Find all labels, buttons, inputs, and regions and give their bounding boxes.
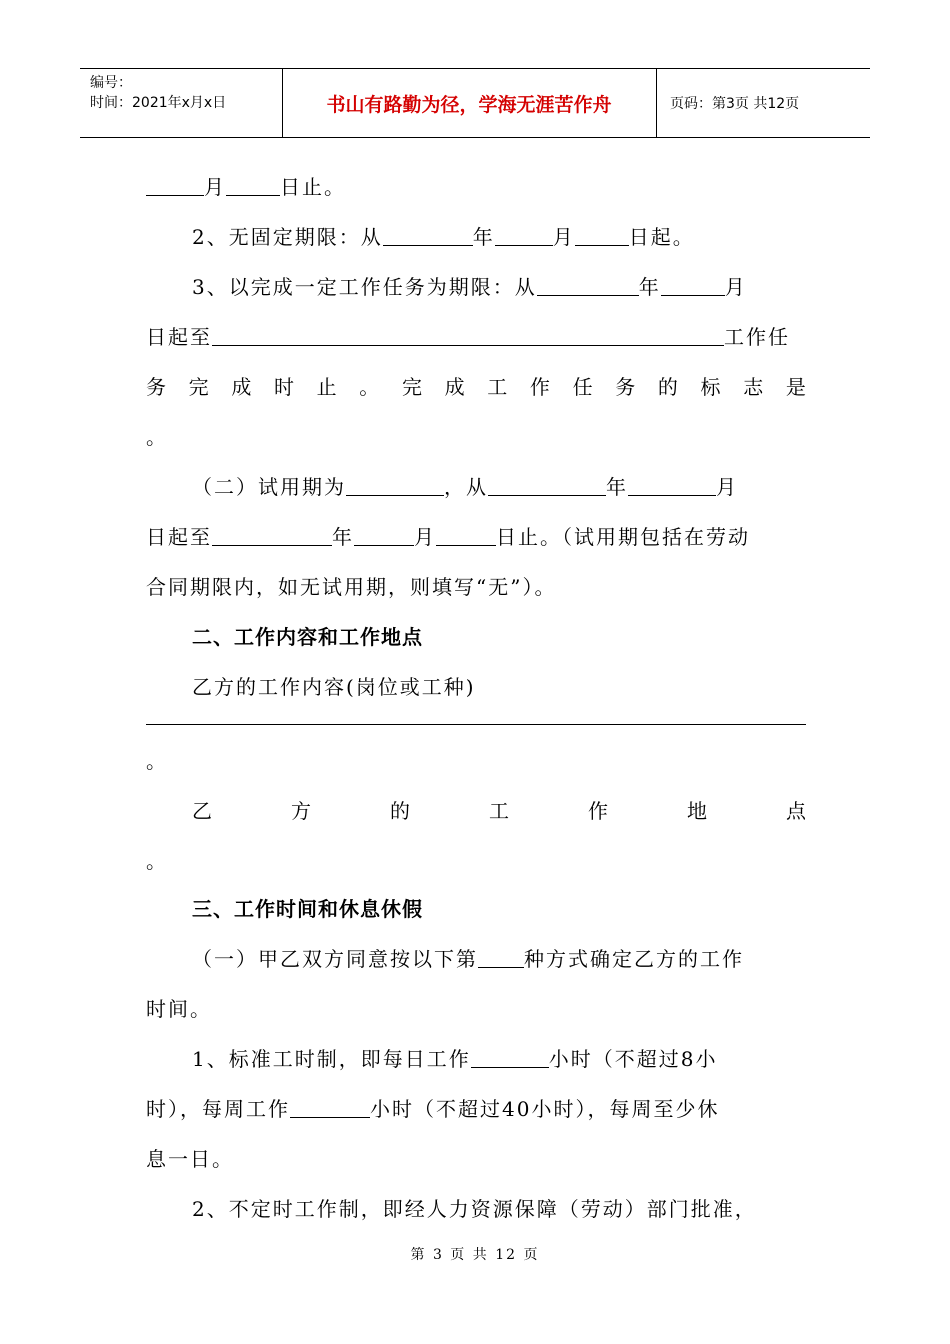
blank-field bbox=[471, 1045, 549, 1068]
text-line: 。 bbox=[146, 749, 168, 773]
spread-char: 志 bbox=[743, 375, 764, 399]
text-line: 息一日。 bbox=[146, 1147, 234, 1171]
text-line: 1、标准工时制，即每日工作 小时（不超过8小 bbox=[192, 1047, 718, 1071]
spread-char: 。 bbox=[359, 375, 380, 399]
section-heading: 三、工作时间和休息休假 bbox=[192, 897, 423, 921]
spread-char: 务 bbox=[146, 375, 166, 399]
blank-field bbox=[436, 523, 496, 546]
spread-char: 工 bbox=[489, 799, 509, 823]
spread-char: 作 bbox=[529, 375, 550, 399]
spread-char: 成 bbox=[231, 375, 252, 399]
text-line: 。 bbox=[146, 425, 168, 449]
text-line: 月 日止。 bbox=[146, 172, 806, 202]
blank-line bbox=[146, 724, 806, 725]
blank-field bbox=[628, 473, 716, 496]
spread-char: 的 bbox=[390, 799, 410, 823]
blank-field bbox=[488, 473, 606, 496]
section-heading: 二、工作内容和工作地点 bbox=[192, 625, 423, 649]
spread-char: 方 bbox=[291, 799, 311, 823]
spread-char: 作 bbox=[588, 799, 608, 823]
blank-field bbox=[290, 1095, 370, 1118]
document-header bbox=[80, 68, 870, 138]
text-line: 时间。 bbox=[146, 997, 212, 1021]
text-line: （一）甲乙双方同意按以下第 种方式确定乙方的工作 bbox=[192, 947, 744, 971]
text-line: 3、以完成一定工作任务为期限：从 年 月 bbox=[192, 275, 747, 299]
spread-char: 乙 bbox=[192, 799, 212, 823]
blank-field bbox=[661, 273, 725, 296]
blank-field bbox=[212, 523, 332, 546]
text-line bbox=[192, 796, 806, 826]
spread-char: 完 bbox=[188, 375, 209, 399]
text-line: 2、不定时工作制，即经人力资源保障（劳动）部门批准， bbox=[192, 1197, 757, 1221]
text-line: （二）试用期为 ，从 年 月 bbox=[192, 475, 738, 499]
spread-char: 时 bbox=[273, 375, 294, 399]
spread-char: 是 bbox=[785, 375, 806, 399]
blank-field bbox=[346, 473, 444, 496]
header-divider bbox=[656, 69, 657, 137]
text-line: 日起至 年 月 日止。（试用期包括在劳动 bbox=[146, 525, 750, 549]
blank-field bbox=[226, 173, 280, 196]
header-page-info: 页码：第3页 共12页 bbox=[670, 96, 800, 112]
blank-field bbox=[354, 523, 414, 546]
spread-char: 任 bbox=[572, 375, 593, 399]
spread-char: 地 bbox=[687, 799, 707, 823]
spread-char: 务 bbox=[615, 375, 636, 399]
page-footer: 第 3 页 共 12 页 bbox=[410, 1247, 540, 1263]
text-line: 时），每周工作 小时（不超过40小时），每周至少休 bbox=[146, 1097, 720, 1121]
text-line: 乙方的工作内容(岗位或工种) bbox=[192, 675, 476, 699]
blank-field bbox=[212, 323, 724, 346]
header-meta bbox=[90, 73, 280, 113]
spread-char: 成 bbox=[444, 375, 465, 399]
text-line bbox=[146, 372, 806, 402]
header-motto: 书山有路勤为径，学海无涯苦作舟 bbox=[326, 93, 612, 116]
text-line: 合同期限内，如无试用期，则填写“无”）。 bbox=[146, 575, 557, 599]
spread-char: 完 bbox=[401, 375, 422, 399]
blank-field bbox=[478, 945, 524, 968]
text-line: 2、无固定期限：从 年 月 日起。 bbox=[192, 225, 695, 249]
document-number-label: 编号： bbox=[90, 75, 132, 91]
spread-char: 的 bbox=[657, 375, 678, 399]
spread-char: 点 bbox=[786, 799, 806, 823]
blank-field bbox=[495, 223, 553, 246]
blank-field bbox=[575, 223, 629, 246]
spread-char: 止 bbox=[316, 375, 337, 399]
spread-char: 工 bbox=[487, 375, 508, 399]
header-divider bbox=[282, 69, 283, 137]
spread-char: 标 bbox=[700, 375, 721, 399]
text-line: 。 bbox=[146, 849, 168, 873]
document-date: 时间：2021年x月x日 bbox=[90, 95, 227, 111]
blank-field bbox=[383, 223, 473, 246]
blank-field bbox=[537, 273, 639, 296]
blank-field bbox=[146, 173, 204, 196]
text-line: 日起至 工作任 bbox=[146, 325, 790, 349]
